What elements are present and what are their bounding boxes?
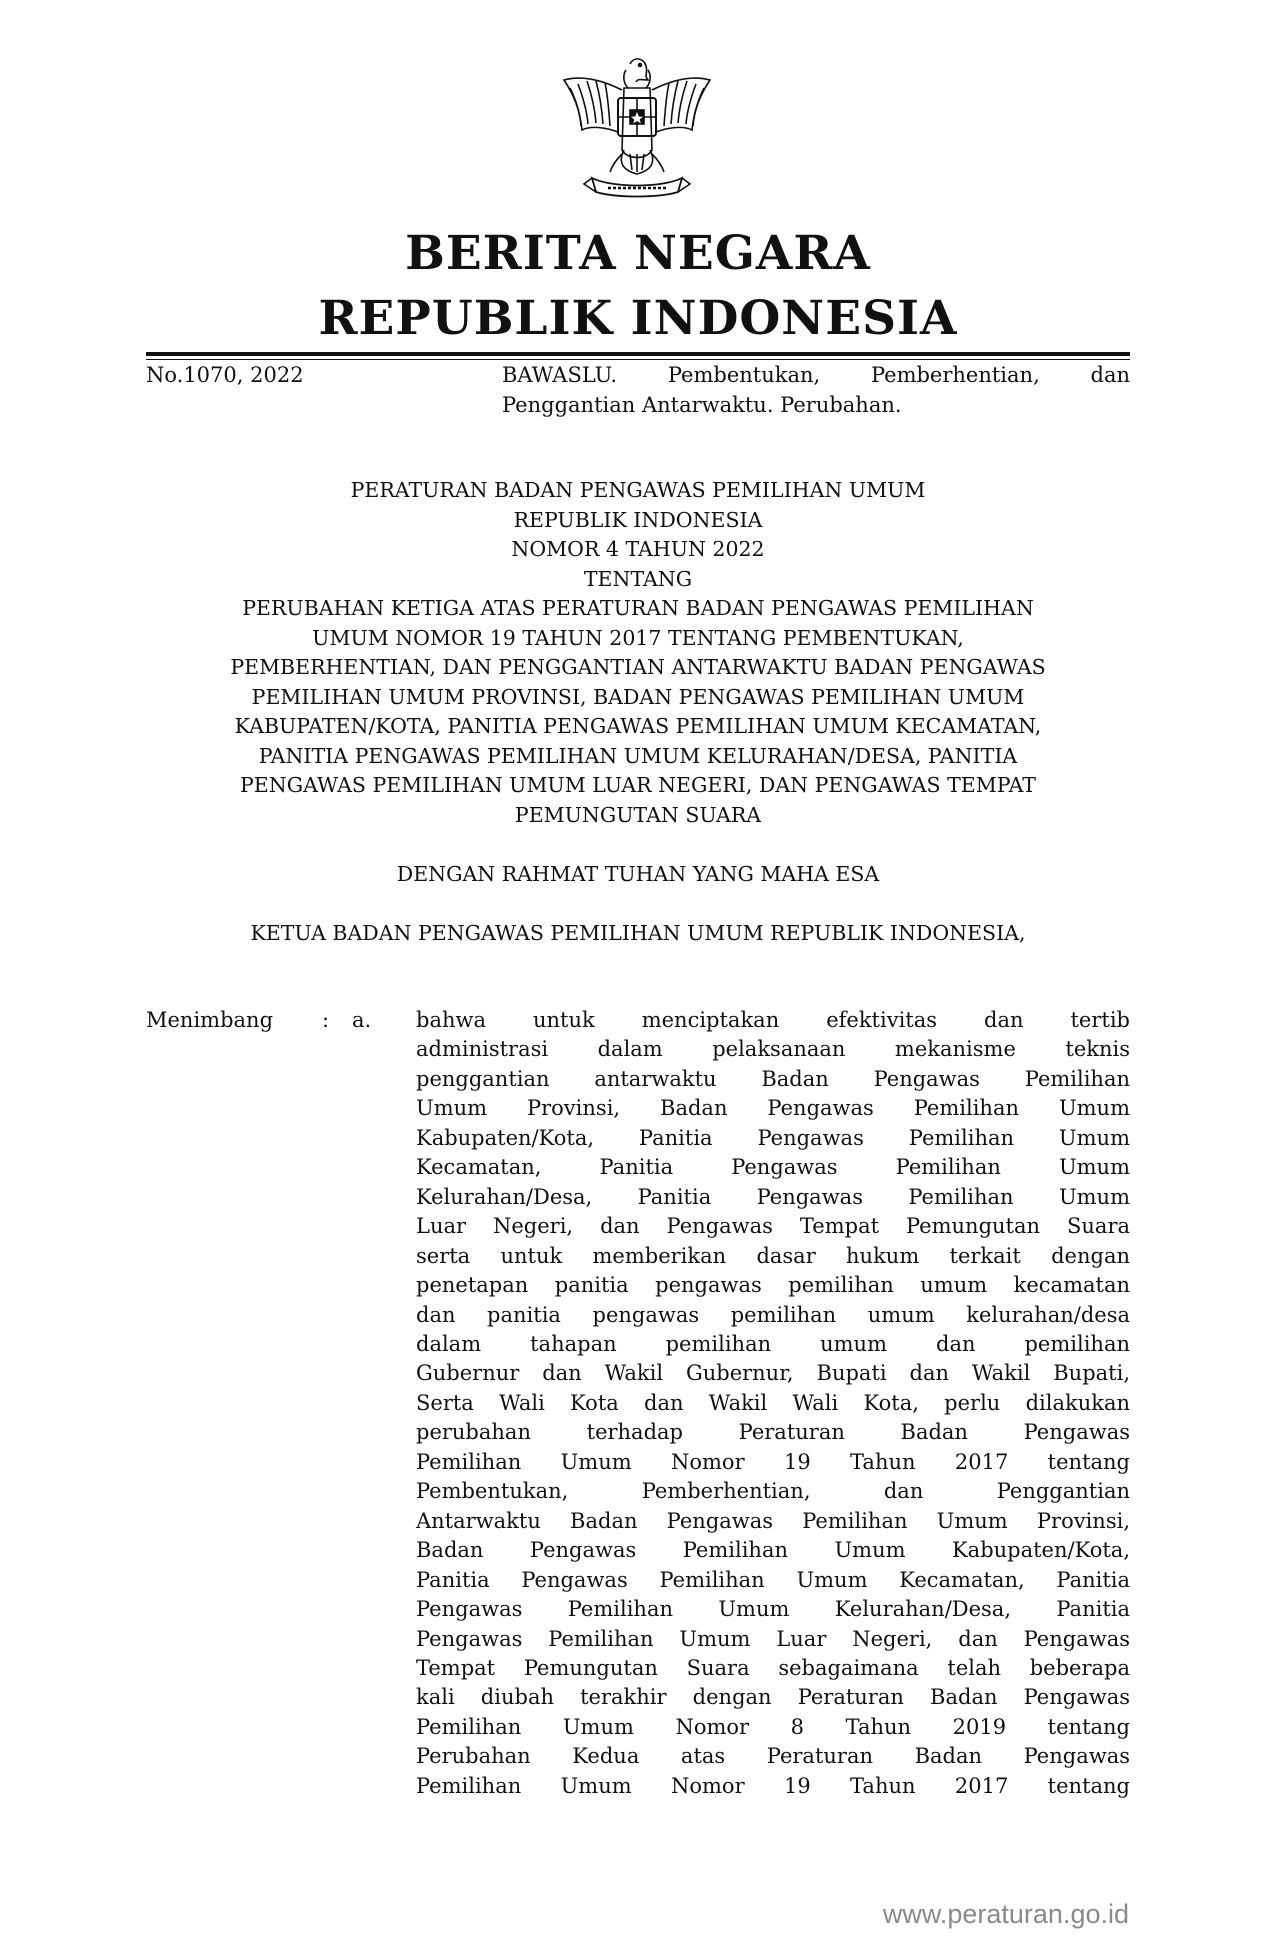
menimbang-text-line: perubahan terhadap Peraturan Badan Pengawas [416,1420,1130,1445]
menimbang-text-line: Perubahan Kedua atas Peraturan Badan Pengawas [416,1744,1130,1769]
menimbang-text-line: Pemilihan Umum Nomor 19 Tahun 2017 tentang [416,1449,1130,1474]
menimbang-text-line: administrasi dalam pelaksanaan mekanisme teknis [416,1037,1130,1062]
regulation-title-line: PERATURAN BADAN PENGAWAS PEMILIHAN UMUM [350,478,926,502]
menimbang-colon: : [322,1008,330,1032]
issue-subject-line: Penggantian Antarwaktu. Perubahan. [502,393,902,417]
regulation-title [146,476,1130,830]
regulation-title-line: TENTANG [583,566,693,591]
masthead-title: BERITA NEGARA [405,226,871,281]
menimbang-text-line: dalam tahapan pemilihan umum dan pemilihan [416,1331,1130,1356]
masthead-rule [146,352,1130,356]
preamble-rahmat: DENGAN RAHMAT TUHAN YANG MAHA ESA [396,862,880,886]
menimbang-text-line: Kabupaten/Kota, Panitia Pengawas Pemilihan Umum [416,1125,1130,1150]
issue-number: No.1070, 2022 [146,363,304,387]
masthead-subtitle: REPUBLIK INDONESIA [318,291,958,346]
footer-url: www.peraturan.go.id [882,1899,1129,1929]
menimbang-text-line: Antarwaktu Badan Pengawas Pemilihan Umum Provinsi, [416,1508,1130,1533]
menimbang-text-line: Pembentukan, Pemberhentian, dan Penggantian [416,1479,1130,1504]
menimbang-text-line: Luar Negeri, dan Pengawas Tempat Pemungutan Suara [416,1214,1130,1239]
regulation-title-line: NOMOR 4 TAHUN 2022 [511,537,765,561]
menimbang-text-line: Badan Pengawas Pemilihan Umum Kabupaten/Kota, [416,1538,1130,1563]
menimbang-text-line: dan panitia pengawas pemilihan umum kelurahan/desa [416,1302,1130,1327]
menimbang-text-line: penetapan panitia pengawas pemilihan umum kecamatan [416,1273,1130,1298]
menimbang-text-line: bahwa untuk menciptakan efektivitas dan tertib [416,1008,1130,1032]
menimbang-text-line: Tempat Pemungutan Suara sebagaimana telah beberapa [416,1655,1130,1680]
regulation-title-line: UMUM NOMOR 19 TAHUN 2017 TENTANG PEMBENTUKAN, [312,625,964,650]
regulation-title-line: REPUBLIK INDONESIA [513,507,763,532]
regulation-title-line: PANITIA PENGAWAS PEMILIHAN UMUM KELURAHAN/DESA, PANITIA [258,743,1018,768]
menimbang-text-line: Kelurahan/Desa, Panitia Pengawas Pemilihan Umum [416,1184,1130,1209]
menimbang-text-line: Gubernur dan Wakil Gubernur, Bupati dan Wakil Bupati, [416,1361,1130,1386]
menimbang-text-line: Panitia Pengawas Pemilihan Umum Kecamatan, Panitia [416,1567,1130,1592]
regulation-title-line: PEMBERHENTIAN, DAN PENGGANTIAN ANTARWAKTU BADAN PENGAWAS [230,655,1046,679]
regulation-title-line: PENGAWAS PEMILIHAN UMUM LUAR NEGERI, DAN PENGAWAS TEMPAT [240,773,1036,797]
menimbang-text-line: Kecamatan, Panitia Pengawas Pemilihan Umum [416,1155,1130,1180]
issue-subject-line: BAWASLU. Pembentukan, Pemberhentian, dan [502,363,1130,387]
menimbang-text-line: penggantian antarwaktu Badan Pengawas Pemilihan [416,1066,1130,1091]
menimbang-text-line: Pemilihan Umum Nomor 8 Tahun 2019 tentang [416,1714,1130,1739]
menimbang-text-line: Pemilihan Umum Nomor 19 Tahun 2017 tentang [416,1773,1130,1798]
preamble-ketua: KETUA BADAN PENGAWAS PEMILIHAN UMUM REPUBLIK INDONESIA, [250,921,1026,945]
menimbang-text-line: Pengawas Pemilihan Umum Kelurahan/Desa, Panitia [416,1597,1130,1622]
menimbang-text-line: serta untuk memberikan dasar hukum terkait dengan [416,1243,1130,1268]
menimbang-text-line: Umum Provinsi, Badan Pengawas Pemilihan Umum [416,1096,1130,1121]
menimbang-text-line: Pengawas Pemilihan Umum Luar Negeri, dan Pengawas [416,1626,1130,1651]
regulation-title-line: PERUBAHAN KETIGA ATAS PERATURAN BADAN PENGAWAS PEMILIHAN [242,596,1034,620]
menimbang-text-line: Serta Wali Kota dan Wakil Wali Kota, perlu dilakukan [416,1390,1130,1415]
issue-subject [502,360,1130,420]
menimbang-text-line: kali diubah terakhir dengan Peraturan Badan Pengawas [416,1685,1130,1710]
regulation-title-line: PEMILIHAN UMUM PROVINSI, BADAN PENGAWAS PEMILIHAN UMUM [251,684,1025,709]
menimbang-item-text [416,1006,1130,1801]
garuda-pancasila-emblem-icon [552,50,722,200]
regulation-title-line: KABUPATEN/KOTA, PANITIA PENGAWAS PEMILIHAN UMUM KECAMATAN, [234,714,1042,738]
menimbang-label: Menimbang [146,1008,274,1032]
menimbang-item-letter: a. [352,1008,372,1032]
regulation-title-line: PEMUNGUTAN SUARA [514,802,762,827]
